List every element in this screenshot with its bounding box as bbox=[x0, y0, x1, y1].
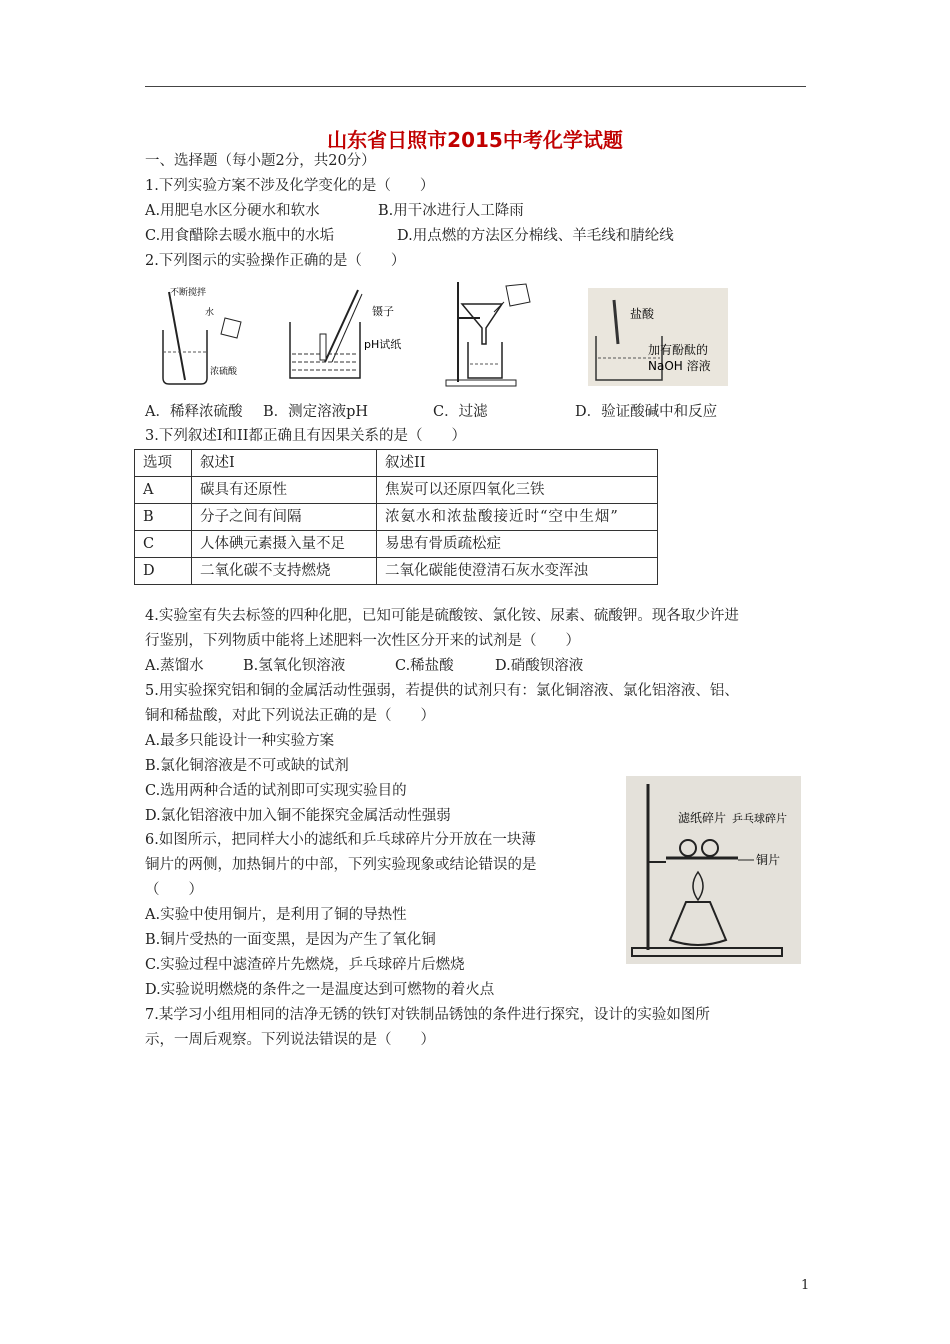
q7-line1: 7.某学习小组用相同的洁净无锈的铁钉对铁制品锈蚀的条件进行探究，设计的实验如图所 bbox=[145, 1007, 710, 1023]
fig-d-label-line1: 加有酚酞的 bbox=[648, 343, 709, 357]
header-rule bbox=[145, 86, 806, 87]
q1-option-a: A.用肥皂水区分硬水和软水 bbox=[145, 203, 320, 219]
fig-b-label-tweezers: 镊子 bbox=[372, 305, 394, 318]
q5-option-a: A.最多只能设计一种实验方案 bbox=[145, 733, 335, 749]
q6-option-c: C.实验过程中滤渣碎片先燃烧，乒乓球碎片后燃烧 bbox=[145, 957, 465, 973]
beaker-icon bbox=[468, 342, 502, 378]
q7-line2: 示，一周后观察。下列说法错误的是（ ） bbox=[145, 1032, 435, 1048]
fig6-label-filter: 滤纸碎片 bbox=[678, 811, 727, 825]
table-cell: 碳具有还原性 bbox=[192, 477, 377, 504]
glass-rod-icon bbox=[169, 292, 185, 380]
q1-options-row1 bbox=[145, 201, 825, 221]
q2-option-c: C．过滤 bbox=[433, 404, 488, 420]
q6-option-d: D.实验说明燃烧的条件之一是温度达到可燃物的着火点 bbox=[145, 982, 495, 998]
table-header-cell: 叙述II bbox=[377, 450, 658, 477]
table-row bbox=[135, 531, 658, 558]
q5-line2: 铜和稀盐酸，对此下列说法正确的是（ ） bbox=[145, 708, 435, 724]
pouring-beaker-icon bbox=[506, 284, 530, 306]
q3-stem: 3.下列叙述I和II都正确且有因果关系的是（ ） bbox=[145, 428, 467, 444]
fig6-label-copper: 铜片 bbox=[756, 853, 781, 867]
q5-option-c: C.选用两种合适的试剂即可实现实验目的 bbox=[145, 783, 407, 799]
tweezers-icon bbox=[325, 290, 358, 362]
q4-options bbox=[145, 656, 825, 676]
figure-filtration bbox=[440, 278, 550, 390]
q6-line3: （ ） bbox=[145, 882, 203, 898]
q5-option-d: D.氯化铝溶液中加入铜不能探究金属活动性强弱 bbox=[145, 808, 451, 824]
q4-option-b: B.氢氧化钡溶液 bbox=[243, 658, 346, 674]
table-cell: 二氧化碳能使澄清石灰水变浑浊 bbox=[377, 558, 658, 585]
stand-base-icon bbox=[446, 380, 516, 386]
fig-a-label-acid: 浓硫酸 bbox=[210, 367, 238, 377]
q2-options bbox=[145, 402, 825, 422]
page-number: 1 bbox=[801, 1278, 810, 1293]
table-cell: 人体碘元素摄入量不足 bbox=[192, 531, 377, 558]
q2-option-d: D．验证酸碱中和反应 bbox=[575, 404, 718, 420]
q4-option-d: D.硝酸钡溶液 bbox=[495, 658, 584, 674]
table-row bbox=[135, 558, 658, 585]
table-cell: D bbox=[135, 558, 192, 585]
table-row bbox=[135, 504, 658, 531]
table-cell: A bbox=[135, 477, 192, 504]
q1-option-d: D.用点燃的方法区分棉线、羊毛线和腈纶线 bbox=[397, 228, 674, 244]
q5-option-b: B.氯化铜溶液是不可或缺的试剂 bbox=[145, 758, 349, 774]
page-title: 山东省日照市2015中考化学试题 bbox=[327, 128, 623, 152]
table-header-cell: 选项 bbox=[135, 450, 192, 477]
q1-option-b: B.用干冰进行人工降雨 bbox=[378, 203, 524, 219]
q1-options-row2 bbox=[145, 226, 825, 246]
table-cell: 分子之间有间隔 bbox=[192, 504, 377, 531]
fig-a-label-water: 水 bbox=[205, 308, 215, 318]
q1-stem: 1.下列实验方案不涉及化学变化的是（ ） bbox=[145, 178, 435, 194]
table-cell: 二氧化碳不支持燃烧 bbox=[192, 558, 377, 585]
q2-stem: 2.下列图示的实验操作正确的是（ ） bbox=[145, 253, 406, 269]
table-cell: C bbox=[135, 531, 192, 558]
q4-option-c: C.稀盐酸 bbox=[395, 658, 454, 674]
fig-d-label-acid: 盐酸 bbox=[630, 307, 655, 321]
q6-option-b: B.铜片受热的一面变黑，是因为产生了氧化铜 bbox=[145, 932, 436, 948]
table-header-row bbox=[135, 450, 658, 477]
q6-option-a: A.实验中使用铜片，是利用了铜的导热性 bbox=[145, 907, 407, 923]
table-cell: B bbox=[135, 504, 192, 531]
q5-line1: 5.用实验探究铝和铜的金属活动性强弱，若提供的试剂只有：氯化铜溶液、氯化铝溶液、铝、 bbox=[145, 683, 739, 699]
q4-line1: 4.实验室有失去标签的四种化肥，已知可能是硫酸铵、氯化铵、尿素、硫酸钾。现各取少许进 bbox=[145, 608, 739, 624]
q6-line2: 铜片的两侧，加热铜片的中部，下列实验现象或结论错误的是 bbox=[145, 857, 537, 873]
fig6-label-pingpong: 乒乓球碎片 bbox=[732, 812, 787, 825]
pouring-beaker-icon bbox=[221, 318, 241, 338]
q4-line2: 行鉴别，下列物质中能将上述肥料一次性区分开来的试剂是（ ） bbox=[145, 633, 580, 649]
section-heading: 一、选择题（每小题2分，共20分） bbox=[145, 153, 376, 169]
figure-dilute-acid bbox=[155, 282, 265, 390]
figure-combustion bbox=[626, 776, 801, 964]
table-cell: 浓氨水和浓盐酸接近时“空中生烟” bbox=[377, 504, 658, 531]
q1-option-c: C.用食醋除去暖水瓶中的水垢 bbox=[145, 228, 335, 244]
q2-option-b: B．测定溶液pH bbox=[263, 404, 369, 420]
q6-line1: 6.如图所示，把同样大小的滤纸和乒乓球碎片分开放在一块薄 bbox=[145, 832, 536, 848]
q3-table bbox=[134, 449, 658, 585]
figure-measure-ph bbox=[280, 282, 410, 390]
fig-a-label-stir: 不断搅拌 bbox=[170, 288, 207, 298]
fig-d-label-line2: NaOH 溶液 bbox=[648, 359, 711, 373]
q4-option-a: A.蒸馏水 bbox=[145, 658, 204, 674]
ph-paper-icon bbox=[320, 334, 326, 360]
q2-option-a: A．稀释浓硫酸 bbox=[145, 404, 243, 420]
table-header-cell: 叙述I bbox=[192, 450, 377, 477]
table-row bbox=[135, 477, 658, 504]
table-cell: 易患有骨质疏松症 bbox=[377, 531, 658, 558]
fig-b-label-paper: pH试纸 bbox=[364, 338, 402, 351]
table-cell: 焦炭可以还原四氧化三铁 bbox=[377, 477, 658, 504]
figure-neutralization bbox=[588, 288, 728, 386]
